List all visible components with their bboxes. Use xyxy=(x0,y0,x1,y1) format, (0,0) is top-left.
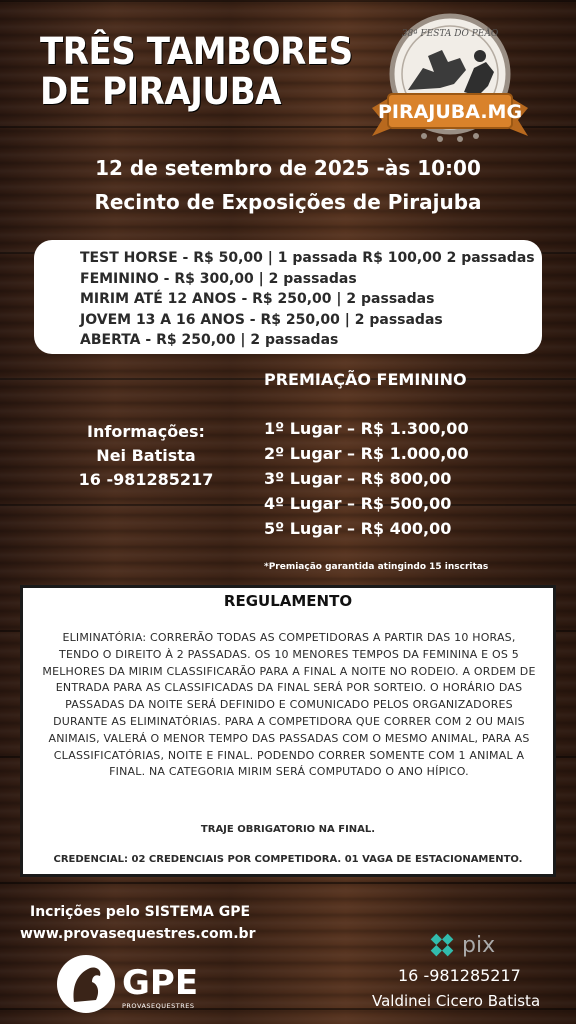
prize-item: 5º Lugar – R$ 400,00 xyxy=(264,519,452,538)
prize-item: 3º Lugar – R$ 800,00 xyxy=(264,469,452,488)
info-name: Nei Batista xyxy=(96,446,196,465)
prize-item: 4º Lugar – R$ 500,00 xyxy=(264,494,452,513)
event-venue: Recinto de Exposições de Pirajuba xyxy=(94,190,482,214)
pix-logo xyxy=(428,930,520,960)
price-line: FEMININO - R$ 300,00 | 2 passadas xyxy=(80,270,357,287)
gpe-logo-text: GPE xyxy=(122,963,199,1003)
prize-title: PREMIAÇÃO FEMININO xyxy=(264,370,467,389)
prize-list xyxy=(264,416,469,541)
regulation-traje: TRAJE OBRIGATORIO NA FINAL. xyxy=(200,824,376,835)
info-block xyxy=(78,420,214,492)
website-link[interactable]: www.provasequestres.com.br xyxy=(20,926,256,942)
price-panel xyxy=(34,240,542,354)
regulation-panel xyxy=(20,585,556,877)
price-line: JOVEM 13 A 16 ANOS - R$ 250,00 | 2 passadas xyxy=(80,311,443,328)
regulation-title: REGULAMENTO xyxy=(223,592,353,610)
regulation-credential: CREDENCIAL: 02 CREDENCIAIS POR COMPETIDORA. 01 VAGA DE ESTACIONAMENTO. xyxy=(53,854,523,865)
info-label: Informações: xyxy=(87,422,205,441)
event-date: 12 de setembro de 2025 -às 10:00 xyxy=(95,156,481,180)
regulation-text: ELIMINATÓRIA: CORRERÃO TODAS AS COMPETIDORAS A PARTIR DAS 10 HORAS, TENDO O DIREITO À 2 PASSADAS. OS 10 MENORES TEMPOS DA FEMININA E OS 5 MELHORES DA MIRIM CLASSIFICARÃO PARA A FINAL A NOITE NO RODEIO. A ORDEM DE ENTRADA PARA AS CLASSIFICADAS DA FINAL SERÁ POR SORTEIO. O HORÁRIO DAS PASSADAS DA NOITE SERÁ DEFINIDO E COMUNICADO PELOS ORGANIZADORES DURANTE AS ELIMINATÓRIAS. PARA A COMPETIDORA QUE CORRER COM 2 OU MAIS ANIMAIS, VALERÁ O MENOR TEMPO DAS PASSADAS COM O MESMO ANIMAL, PARA AS CLASSIFICATÓRIAS, NOITE E FINAL. PODENDO CORRER SOMENTE COM 1 ANIMAL A FINAL. NA CATEGORIA MIRIM SERÁ COMPUTADO O ANO HÍPICO. xyxy=(42,631,536,779)
pix-phone: 16 -981285217 xyxy=(398,966,521,985)
event-title xyxy=(40,32,353,112)
title-line-2: DE PIRAJUBA xyxy=(40,70,282,113)
title-line-1: TRÊS TAMBORES xyxy=(40,30,353,73)
price-line: TEST HORSE - R$ 50,00 | 1 passada R$ 100,00 2 passadas xyxy=(80,250,535,266)
price-line: ABERTA - R$ 250,00 | 2 passadas xyxy=(80,332,339,348)
logo-top-text: 38ª FESTA DO PEÃO xyxy=(401,29,499,39)
prize-note: *Premiação garantida atingindo 15 inscritas xyxy=(264,562,489,572)
price-line: MIRIM ATÉ 12 ANOS - R$ 250,00 | 2 passadas xyxy=(80,291,435,307)
pix-icon xyxy=(428,930,459,960)
gpe-logo xyxy=(56,952,206,1016)
logo-banner-text: PIRAJUBA.MG xyxy=(377,101,523,123)
pix-name: Valdinei Cicero Batista xyxy=(372,992,541,1010)
gpe-sub-text: PROVASEQUESTRES xyxy=(122,1002,195,1010)
prize-item: 2º Lugar – R$ 1.000,00 xyxy=(264,444,469,463)
festa-logo xyxy=(368,12,532,148)
prize-item: 1º Lugar – R$ 1.300,00 xyxy=(264,419,469,438)
info-phone: 16 -981285217 xyxy=(78,470,214,489)
pix-label: pix xyxy=(462,933,496,958)
inscription-text: Incrições pelo SISTEMA GPE xyxy=(30,904,251,920)
